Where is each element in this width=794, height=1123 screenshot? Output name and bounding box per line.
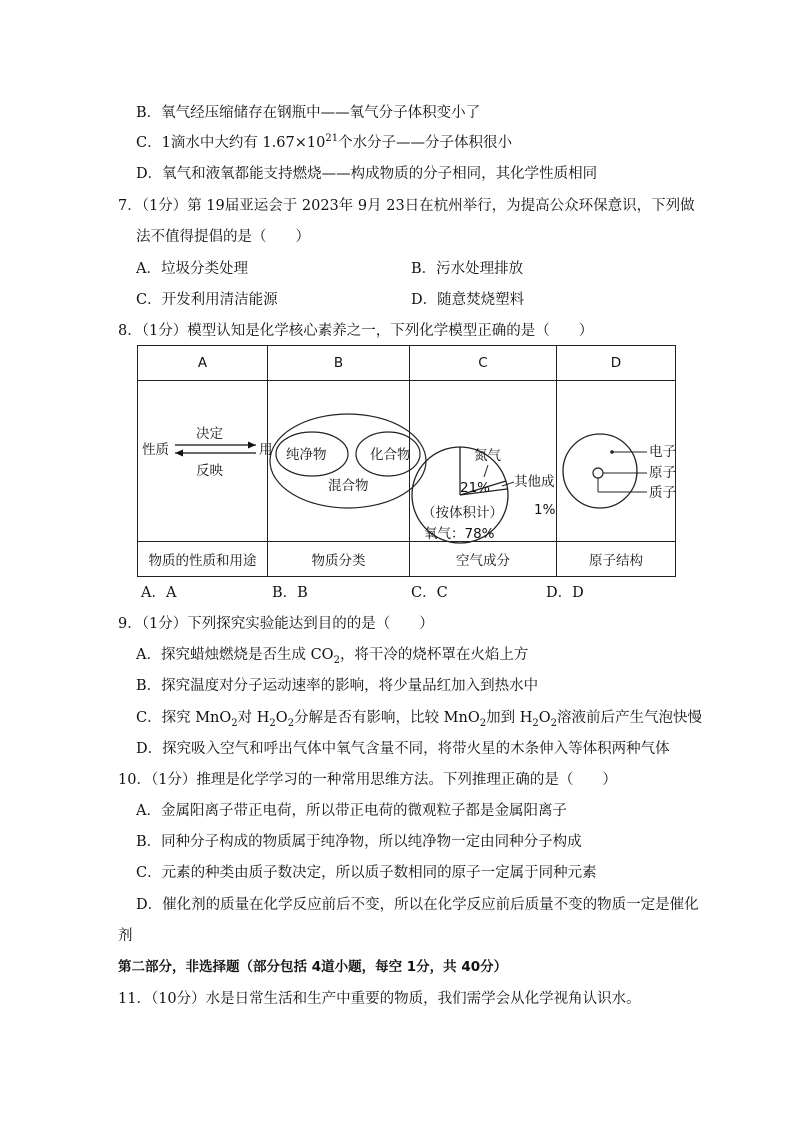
q10-option-c: C．元素的种类由质子数决定，所以质子数相同的原子一定属于同种元素 bbox=[136, 865, 597, 881]
label-nitrogen: 氮气 bbox=[474, 448, 501, 464]
q9-option-c: C．探究 MnO$_2$对 $H_2O_2$分解是否有影响，比较 MnO$_2$加到 $H_2O_2$溶液前后产生气泡快慢 bbox=[136, 710, 703, 729]
table-footer-d: 原子结构 bbox=[557, 542, 676, 577]
q9-option-a: A．探究蜡烛燃烧是否生成 $CO_2$，将干冷的烧杯罩在火焰上方 bbox=[136, 647, 529, 666]
label-electron: 电子 bbox=[649, 444, 676, 460]
table-footer-b: 物质分类 bbox=[268, 542, 410, 577]
label-determine: 决定 bbox=[196, 426, 223, 442]
cell-b-classification-diagram bbox=[268, 381, 410, 542]
label-mixture: 混合物 bbox=[328, 478, 369, 494]
nitrogen-leader bbox=[484, 465, 488, 477]
q10-option-d-line1: D．催化剂的质量在化学反应前后不变，所以在化学反应前后质量不变的物质一定是催化 bbox=[136, 897, 699, 913]
q8-option-b: B．B bbox=[272, 585, 308, 601]
table-header-c: C bbox=[410, 346, 557, 381]
q7-option-d: D．随意焚烧塑料 bbox=[411, 292, 525, 308]
arrow-left-head bbox=[175, 450, 183, 457]
label-use: 用 bbox=[259, 442, 273, 458]
q7-stem-line2: 法不值得提倡的是（ ） bbox=[136, 229, 310, 245]
q7-option-b: B．污水处理排放 bbox=[411, 261, 524, 277]
label-oxygen-78: 氧气：78% bbox=[424, 526, 495, 542]
q7-stem-line1: 7．（1分）第 19届亚运会于 2023年 9月 23日在杭州举行，为提高公众环保意识，下列做 bbox=[118, 198, 695, 214]
cell-d-atom-structure-diagram bbox=[557, 381, 676, 542]
label-by-volume: （按体积计） bbox=[422, 505, 503, 521]
q7-option-c: C．开发利用清洁能源 bbox=[136, 292, 278, 308]
nucleus-circle bbox=[593, 468, 603, 478]
q10-stem: 10．（1分）推理是化学学习的一种常用思维方法。下列推理正确的是（ ） bbox=[118, 772, 617, 788]
label-other: 其他成 bbox=[514, 474, 555, 490]
label-pure-substance: 纯净物 bbox=[286, 447, 327, 463]
q9-option-b: B．探究温度对分子运动速率的影响，将少量品红加入到热水中 bbox=[136, 678, 539, 694]
table-header-d: D bbox=[557, 346, 676, 381]
atom-circle bbox=[563, 434, 637, 508]
cell-a-properties-diagram bbox=[138, 381, 273, 542]
q11-stem: 11．（10分）水是日常生活和生产中重要的物质，我们需学会从化学视角认识水。 bbox=[118, 991, 641, 1007]
q7-option-a: A．垃圾分类处理 bbox=[136, 261, 248, 277]
q6-option-b: B．氧气经压缩储存在钢瓶中——氧气分子体积变小了 bbox=[136, 105, 481, 121]
q6-option-c: C．1滴水中大约有 $1.67\times 10^{21}$个水分子——分子体积很小 bbox=[136, 133, 513, 151]
q8-option-c: C．C bbox=[411, 585, 448, 601]
section-two-heading: 第二部分，非选择题（部分包括 4道小题，每空 1分，共 40分） bbox=[118, 959, 508, 975]
other-leader bbox=[502, 482, 514, 486]
label-1-percent: 1% bbox=[534, 502, 556, 518]
q8-option-d: D．D bbox=[546, 585, 584, 601]
q6-option-d: D．氧气和液氧都能支持燃烧——构成物质的分子相同，其化学性质相同 bbox=[136, 166, 598, 182]
table-footer-a: 物质的性质和用途 bbox=[138, 542, 268, 577]
table-footer-c: 空气成分 bbox=[410, 542, 557, 577]
label-property: 性质 bbox=[142, 442, 169, 458]
table-header-b: B bbox=[268, 346, 410, 381]
cell-c-air-pie-diagram bbox=[410, 381, 557, 542]
q8-model-table bbox=[137, 345, 676, 577]
arrow-right-head bbox=[248, 442, 256, 449]
q9-option-d: D．探究吸入空气和呼出气体中氧气含量不同，将带火星的木条伸入等体积两种气体 bbox=[136, 741, 670, 757]
table-header-a: A bbox=[138, 346, 268, 381]
q10-option-d-line2: 剂 bbox=[118, 928, 133, 944]
q10-option-b: B．同种分子构成的物质属于纯净物，所以纯净物一定由同种分子构成 bbox=[136, 834, 582, 850]
label-proton: 质子 bbox=[649, 485, 676, 501]
label-compound: 化合物 bbox=[370, 447, 411, 463]
q8-option-a: A．A bbox=[141, 585, 177, 601]
q8-stem: 8．（1分）模型认知是化学核心素养之一，下列化学模型正确的是（ ） bbox=[118, 323, 594, 339]
q10-option-a: A．金属阳离子带正电荷，所以带正电荷的微观粒子都是金属阳离子 bbox=[136, 803, 567, 819]
q9-stem: 9．（1分）下列探究实验能达到目的的是（ ） bbox=[118, 616, 434, 632]
label-21-percent: 21% bbox=[460, 480, 491, 496]
label-reflect: 反映 bbox=[196, 463, 223, 479]
label-atom: 原子 bbox=[649, 465, 676, 481]
